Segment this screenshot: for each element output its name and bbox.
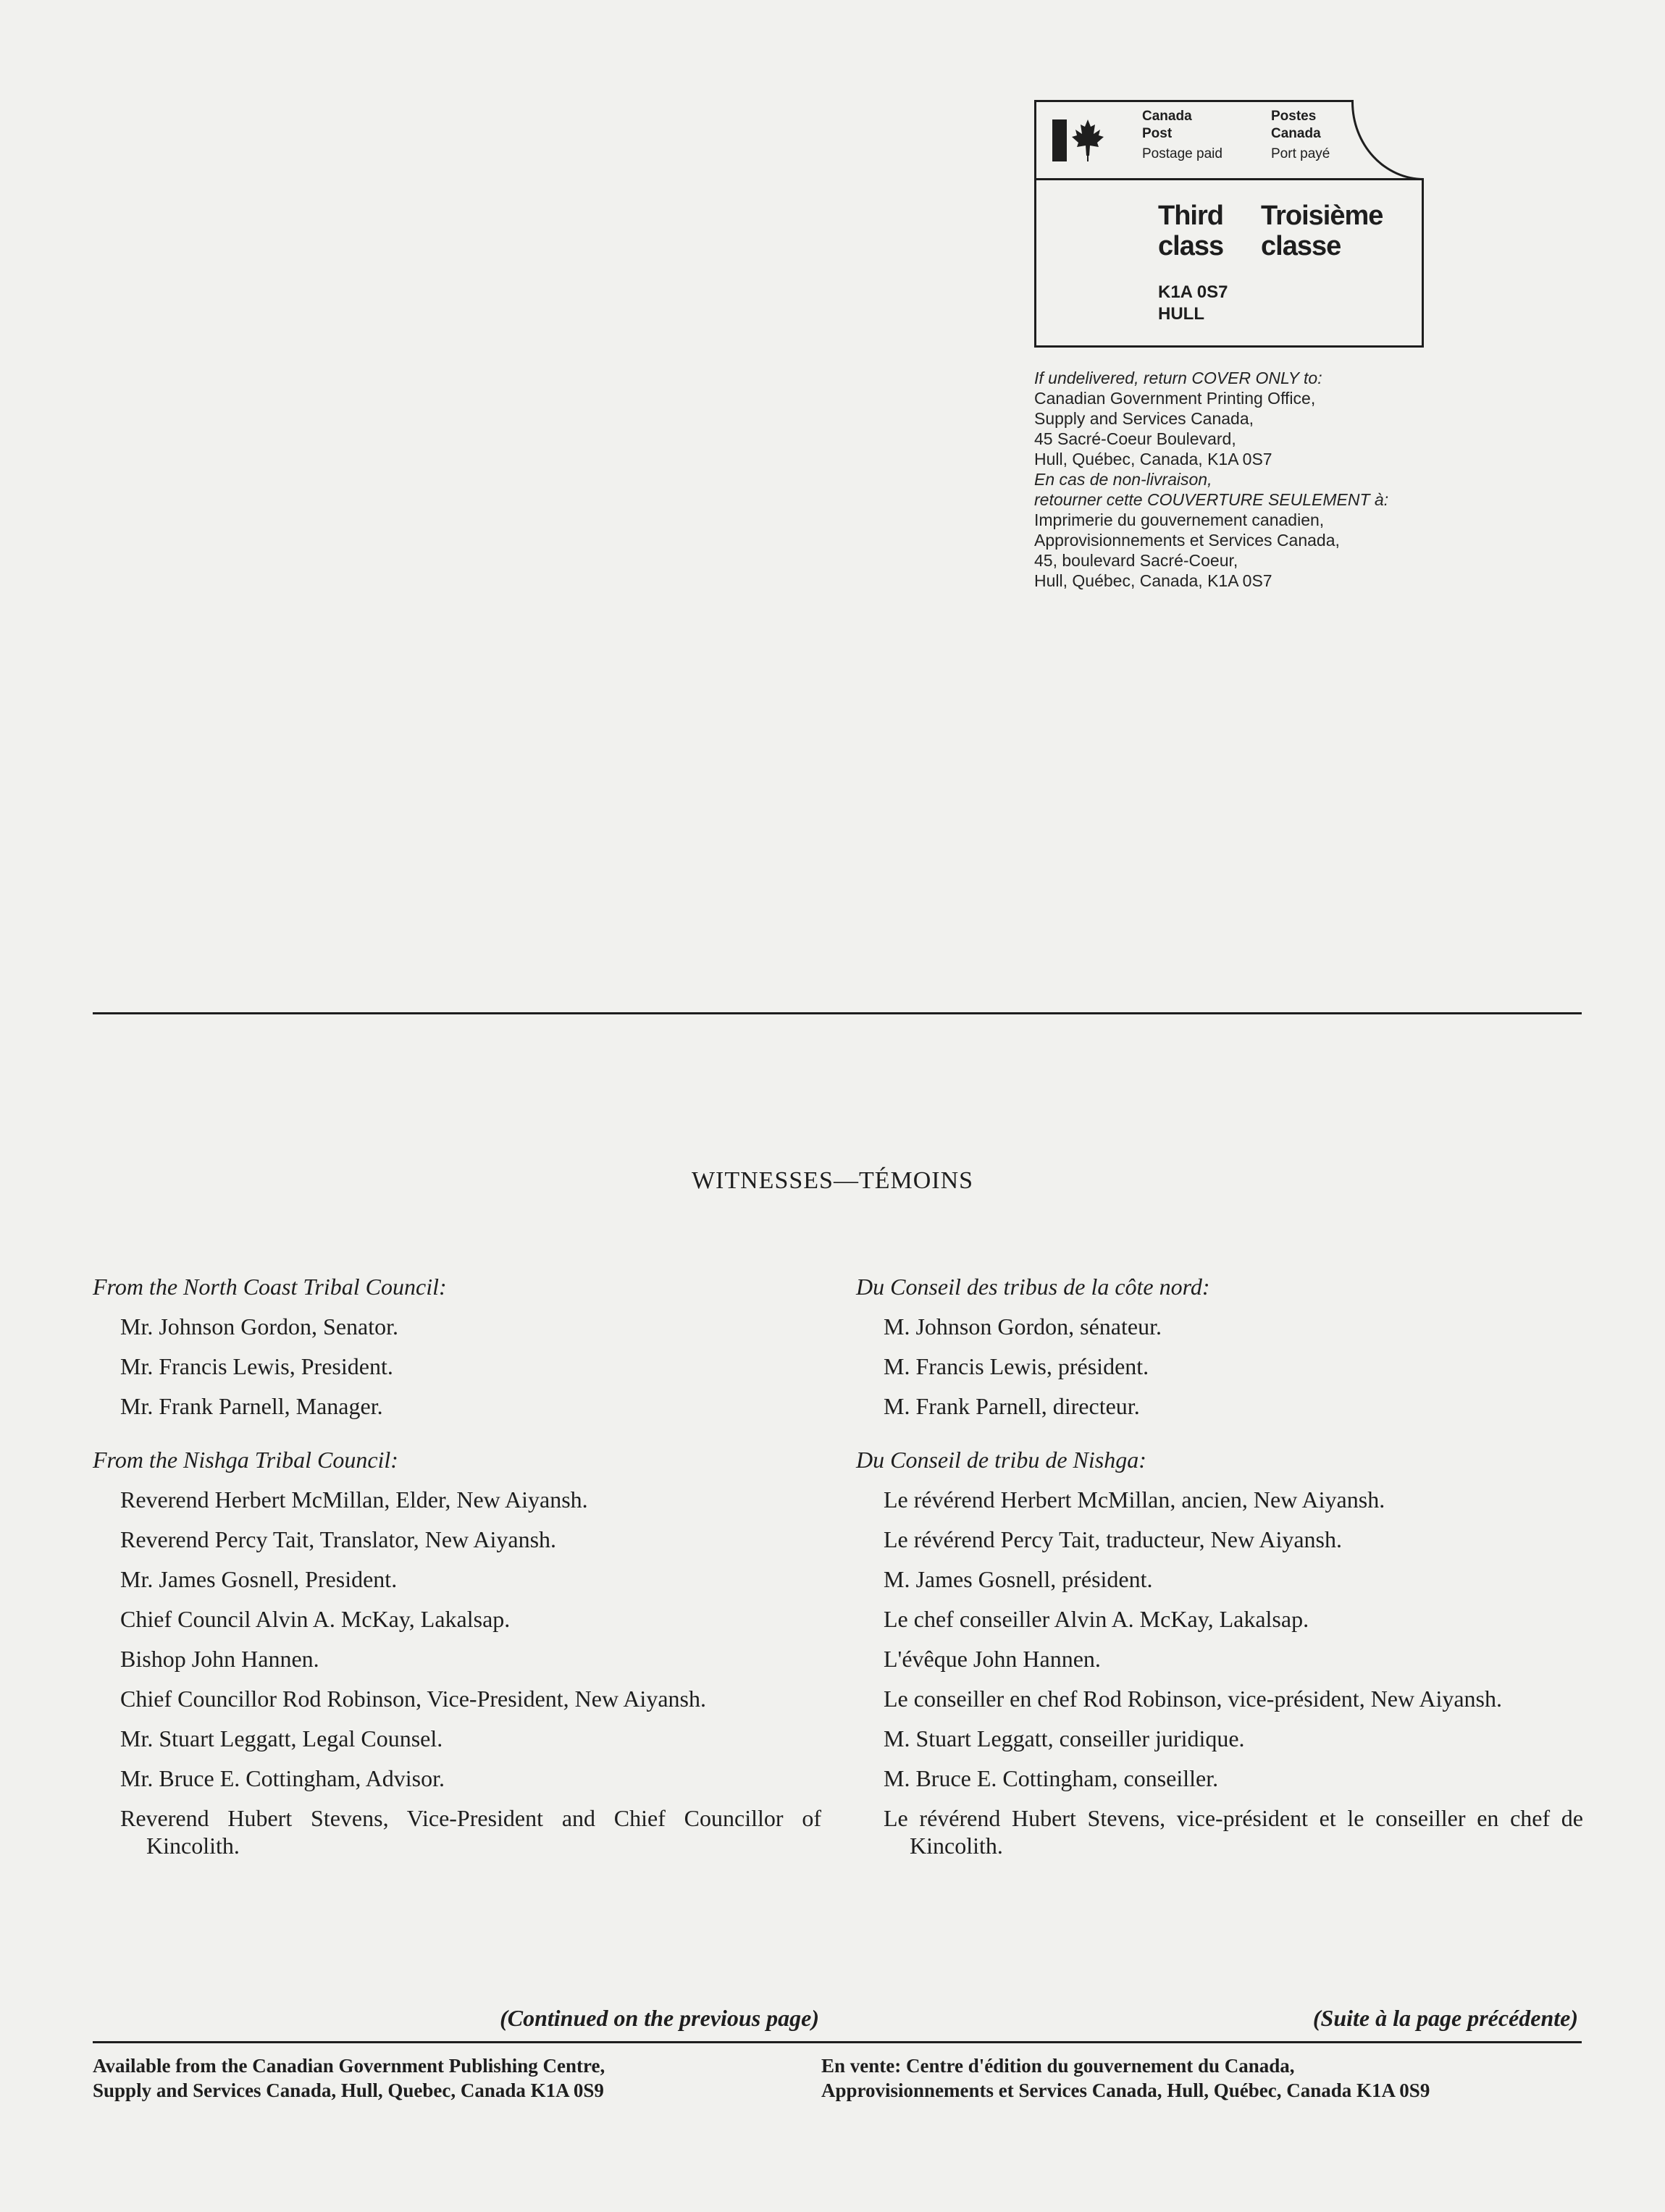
return-address-line: En cas de non-livraison, xyxy=(1034,470,1212,489)
canada-post-en-2: Post xyxy=(1142,126,1173,141)
postal-indicia xyxy=(1034,100,1424,348)
witness-entry: Mr. Bruce E. Cottingham, Advisor. xyxy=(120,1765,445,1791)
canada-post-fr-1: Postes xyxy=(1271,109,1317,124)
witnesses-heading: WITNESSES—TÉMOINS xyxy=(691,1167,974,1194)
divider-bottom xyxy=(93,2041,1582,2043)
return-address-line: Hull, Québec, Canada, K1A 0S7 xyxy=(1034,571,1272,590)
indicia-curve xyxy=(1351,100,1424,180)
witness-group-title: Du Conseil de tribu de Nishga: xyxy=(856,1447,1146,1473)
witnesses-english-column xyxy=(93,1273,821,1885)
witness-entry: Mr. Frank Parnell, Manager. xyxy=(120,1393,383,1419)
availability-en xyxy=(93,2053,605,2103)
witness-entry: Mr. Johnson Gordon, Senator. xyxy=(120,1313,398,1340)
witness-group xyxy=(93,1446,821,1859)
return-address-line: Hull, Québec, Canada, K1A 0S7 xyxy=(1034,450,1272,468)
return-address-line: Supply and Services Canada, xyxy=(1034,409,1254,428)
witness-entry: Mr. Stuart Leggatt, Legal Counsel. xyxy=(120,1725,443,1751)
witness-entry: Le révérend Percy Tait, traducteur, New Aiyansh. xyxy=(884,1526,1342,1552)
class-fr-1: Troisième xyxy=(1261,201,1383,231)
return-address-line: 45, boulevard Sacré-Coeur, xyxy=(1034,551,1238,570)
witness-entry: Le révérend Hubert Stevens, vice-président et le conseiller en chef de Kincolith. xyxy=(884,1805,1583,1859)
availability-en-line: Available from the Canadian Government Publishing Centre, xyxy=(93,2055,605,2077)
availability-fr xyxy=(821,2053,1430,2103)
postage-paid-en: Postage paid xyxy=(1142,146,1222,161)
witness-entry: Bishop John Hannen. xyxy=(120,1646,319,1672)
class-en-2: class xyxy=(1158,231,1224,261)
continued-note-en: (Continued on the previous page) xyxy=(500,2005,819,2031)
witness-group xyxy=(856,1273,1583,1420)
witness-entry: M. James Gosnell, président. xyxy=(884,1566,1153,1592)
class-fr-2: classe xyxy=(1261,231,1341,261)
witness-entry: Mr. Francis Lewis, President. xyxy=(120,1353,393,1379)
postal-code: K1A 0S7 xyxy=(1158,282,1228,302)
return-address-line: Imprimerie du gouvernement canadien, xyxy=(1034,510,1325,529)
return-address-line: Canadian Government Printing Office, xyxy=(1034,389,1316,408)
divider-top xyxy=(93,1012,1582,1014)
flag-bar xyxy=(1052,119,1067,161)
witness-entry: Le conseiller en chef Rod Robinson, vice-président, New Aiyansh. xyxy=(884,1686,1502,1712)
witness-entry: Chief Council Alvin A. McKay, Lakalsap. xyxy=(120,1606,511,1632)
witnesses-french-column xyxy=(856,1273,1583,1885)
availability-fr-line: Approvisionnements et Services Canada, Hull, Québec, Canada K1A 0S9 xyxy=(821,2079,1430,2101)
return-address-line: 45 Sacré-Coeur Boulevard, xyxy=(1034,429,1236,448)
return-address-line: Approvisionnements et Services Canada, xyxy=(1034,531,1340,550)
class-en-1: Third xyxy=(1158,201,1223,231)
indicia-header xyxy=(1036,102,1422,180)
canada-post-en-1: Canada xyxy=(1142,109,1192,124)
witness-entry: Reverend Hubert Stevens, Vice-President and Chief Councillor of Kincolith. xyxy=(120,1805,821,1859)
witness-group xyxy=(93,1273,821,1420)
canada-post-fr-2: Canada xyxy=(1271,126,1321,141)
return-address-line: retourner cette COUVERTURE SEULEMENT à: xyxy=(1034,490,1389,509)
availability-en-line: Supply and Services Canada, Hull, Quebec, Canada K1A 0S9 xyxy=(93,2079,604,2101)
witness-group-title: From the Nishga Tribal Council: xyxy=(93,1447,398,1473)
return-address-line: If undelivered, return COVER ONLY to: xyxy=(1034,369,1322,387)
maple-leaf-icon xyxy=(1071,118,1104,161)
witness-entry: Le révérend Herbert McMillan, ancien, New Aiyansh. xyxy=(884,1486,1385,1513)
postal-city: HULL xyxy=(1158,304,1204,324)
witness-entry: Reverend Percy Tait, Translator, New Aiyansh. xyxy=(120,1526,557,1552)
witness-entry: M. Bruce E. Cottingham, conseiller. xyxy=(884,1765,1219,1791)
witness-entry: Le chef conseiller Alvin A. McKay, Lakalsap. xyxy=(884,1606,1309,1632)
witness-entry: Reverend Herbert McMillan, Elder, New Aiyansh. xyxy=(120,1486,588,1513)
continued-note-fr: (Suite à la page précédente) xyxy=(1312,2005,1578,2031)
witness-entry: Mr. James Gosnell, President. xyxy=(120,1566,398,1592)
witness-entry: Chief Councillor Rod Robinson, Vice-President, New Aiyansh. xyxy=(120,1686,706,1712)
witness-group-title: Du Conseil des tribus de la côte nord: xyxy=(856,1274,1210,1300)
witness-entry: L'évêque John Hannen. xyxy=(884,1646,1101,1672)
postage-paid-fr: Port payé xyxy=(1271,146,1330,161)
witness-entry: M. Johnson Gordon, sénateur. xyxy=(884,1313,1162,1340)
witness-entry: M. Frank Parnell, directeur. xyxy=(884,1393,1140,1419)
witness-group-title: From the North Coast Tribal Council: xyxy=(93,1274,447,1300)
witness-entry: M. Stuart Leggatt, conseiller juridique. xyxy=(884,1725,1245,1751)
witness-group xyxy=(856,1446,1583,1859)
availability-fr-line: En vente: Centre d'édition du gouvernement du Canada, xyxy=(821,2055,1295,2077)
witness-entry: M. Francis Lewis, président. xyxy=(884,1353,1149,1379)
return-address xyxy=(1034,368,1541,591)
